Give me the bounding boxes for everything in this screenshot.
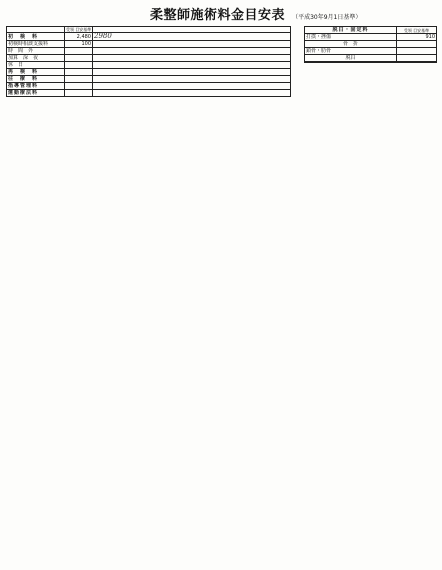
row-item: 往 療 料 [7, 76, 65, 83]
table-row [7, 48, 291, 55]
row-price: 100 [65, 41, 93, 48]
table-row [305, 34, 437, 41]
row-price [397, 41, 437, 48]
row-price [397, 62, 437, 63]
row-item: 打撲・挫傷 [305, 34, 397, 41]
row-item [305, 62, 397, 63]
page-title [150, 4, 440, 23]
table-row [7, 41, 291, 48]
row-item: 加算 深 夜 [7, 55, 65, 62]
row-item: 骨 折 [305, 41, 397, 48]
table-row [7, 76, 291, 83]
row-price [65, 48, 93, 55]
left-header-price: 受領 目安基準 [66, 27, 92, 32]
row-desc [93, 48, 291, 55]
row-desc [93, 55, 291, 62]
row-desc [93, 76, 291, 83]
row-price [65, 76, 93, 83]
row-desc [93, 69, 291, 76]
row-item: 運動療法料 [7, 90, 65, 97]
table-row [7, 33, 291, 41]
table-row [305, 62, 437, 63]
row-item: 指導管理料 [7, 83, 65, 90]
row-item: 時 間 外 [7, 48, 65, 55]
table-row [7, 90, 291, 97]
table-row [305, 48, 437, 55]
row-price [65, 55, 93, 62]
title-main: 柔整師施術料金目安表 [150, 8, 286, 23]
row-price: 910 [397, 34, 437, 41]
row-item: 脱臼 [305, 55, 397, 62]
row-item: 初 検 料 [7, 33, 65, 41]
row-price [65, 62, 93, 69]
row-item: 休 日 [7, 62, 65, 69]
row-desc [93, 62, 291, 69]
right-header-item: 脱臼・固定料 [305, 27, 397, 34]
right-table-header [305, 27, 437, 34]
table-row [305, 55, 437, 62]
fee-table-left [6, 26, 291, 97]
row-desc [93, 41, 291, 48]
table-row [7, 83, 291, 90]
row-item: 初検時相談支援料 [7, 41, 65, 48]
row-desc [93, 83, 291, 90]
right-header-price: 受領 目安基準 [397, 27, 437, 34]
title-sub: （平成30年9月1日基準） [292, 14, 362, 21]
row-item: 鎖骨・肋骨 [305, 48, 397, 55]
row-desc [93, 90, 291, 97]
row-price [65, 90, 93, 97]
table-row [7, 62, 291, 69]
row-price: 2,480 [65, 33, 93, 41]
row-price [397, 55, 437, 62]
table-row [305, 41, 437, 48]
fee-table-right [304, 26, 437, 63]
table-row [7, 69, 291, 76]
row-price [65, 83, 93, 90]
row-item: 再 検 料 [7, 69, 65, 76]
handwritten-note: 2980 [94, 32, 112, 40]
row-desc [93, 33, 291, 41]
row-price [397, 48, 437, 55]
row-price [65, 69, 93, 76]
table-row [7, 55, 291, 62]
